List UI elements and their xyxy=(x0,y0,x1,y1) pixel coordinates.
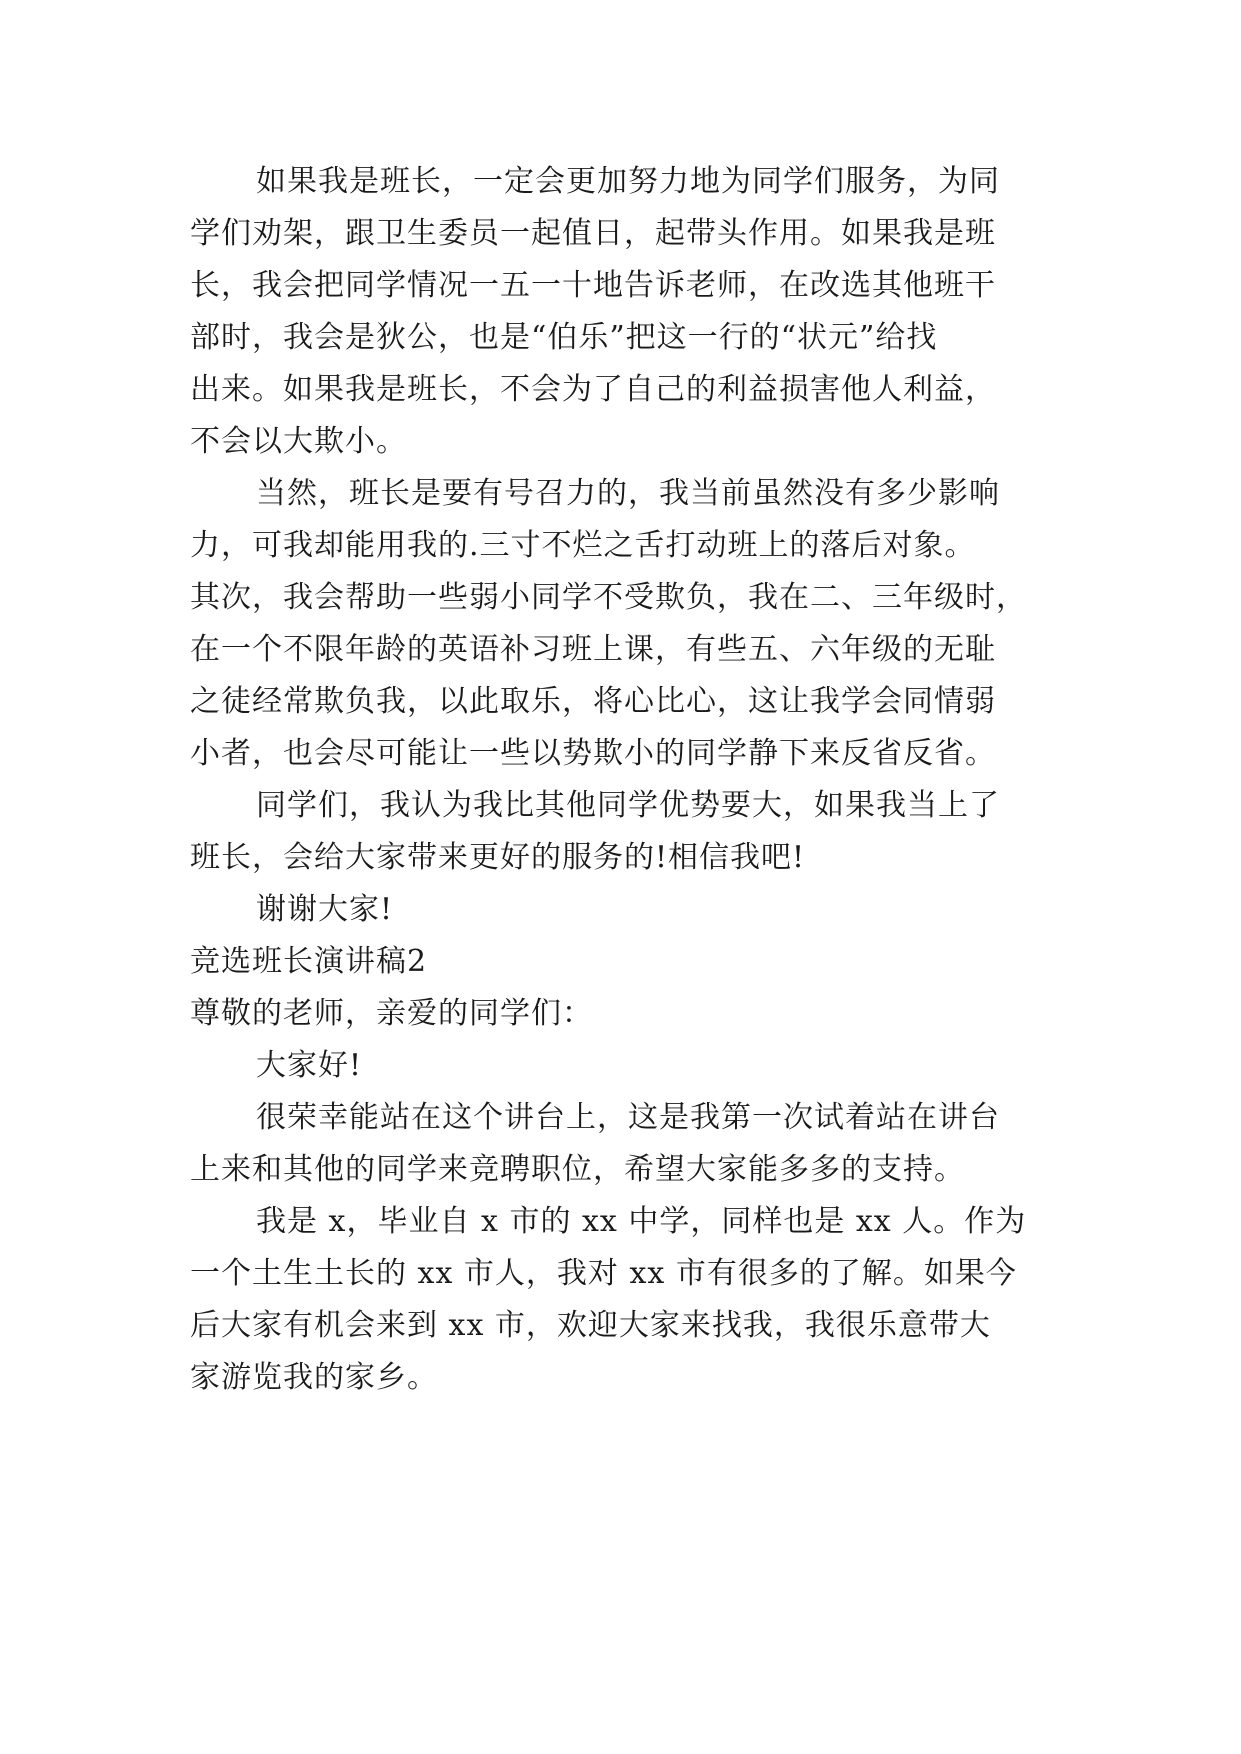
paragraph-line: 很荣幸能站在这个讲台上，这是我第一次试着站在讲台 xyxy=(256,1100,1000,1135)
closing-line: 谢谢大家! xyxy=(256,892,394,927)
paragraph-line: 不会以大欺小。 xyxy=(190,424,407,459)
paragraph-line: 小者，也会尽可能让一些以势欺小的同学静下来反省反省。 xyxy=(190,736,996,771)
paragraph-line: 我是 x，毕业自 x 市的 xx 中学，同样也是 xx 人。作为 xyxy=(256,1204,1027,1239)
greeting: 大家好! xyxy=(256,1048,363,1083)
paragraph-line: 出来。如果我是班长，不会为了自己的利益损害他人利益， xyxy=(190,372,996,407)
paragraph-line: 之徒经常欺负我，以此取乐，将心比心，这让我学会同情弱 xyxy=(190,684,996,719)
paragraph-line: 力，可我却能用我的.三寸不烂之舌打动班上的落后对象。 xyxy=(190,528,976,563)
paragraph-line: 部时，我会是狄公，也是“伯乐”把这一行的“状元”给找 xyxy=(190,320,938,355)
paragraph-line: 班长，会给大家带来更好的服务的!相信我吧! xyxy=(190,840,806,875)
paragraph-line: 一个土生土长的 xx 市人，我对 xx 市有很多的了解。如果今 xyxy=(190,1256,1017,1291)
paragraph-line: 在一个不限年龄的英语补习班上课，有些五、六年级的无耻 xyxy=(190,632,996,667)
section-title: 竞选班长演讲稿2 xyxy=(190,944,428,979)
paragraph-line: 家游览我的家乡。 xyxy=(190,1360,438,1395)
paragraph-line: 如果我是班长，一定会更加努力地为同学们服务，为同 xyxy=(256,164,1000,199)
paragraph-line: 其次，我会帮助一些弱小同学不受欺负，我在二、三年级时， xyxy=(190,580,1027,615)
paragraph-line: 当然，班长是要有号召力的，我当前虽然没有多少影响 xyxy=(256,476,1000,511)
paragraph-line: 上来和其他的同学来竞聘职位，希望大家能多多的支持。 xyxy=(190,1152,965,1187)
paragraph-line: 学们劝架，跟卫生委员一起值日，起带头作用。如果我是班 xyxy=(190,216,996,251)
salutation: 尊敬的老师，亲爱的同学们： xyxy=(190,996,593,1031)
paragraph-line: 同学们，我认为我比其他同学优势要大，如果我当上了 xyxy=(256,788,1000,823)
paragraph-line: 长，我会把同学情况一五一十地告诉老师，在改选其他班干 xyxy=(190,268,996,303)
paragraph-line: 后大家有机会来到 xx 市，欢迎大家来找我，我很乐意带大 xyxy=(190,1308,991,1343)
